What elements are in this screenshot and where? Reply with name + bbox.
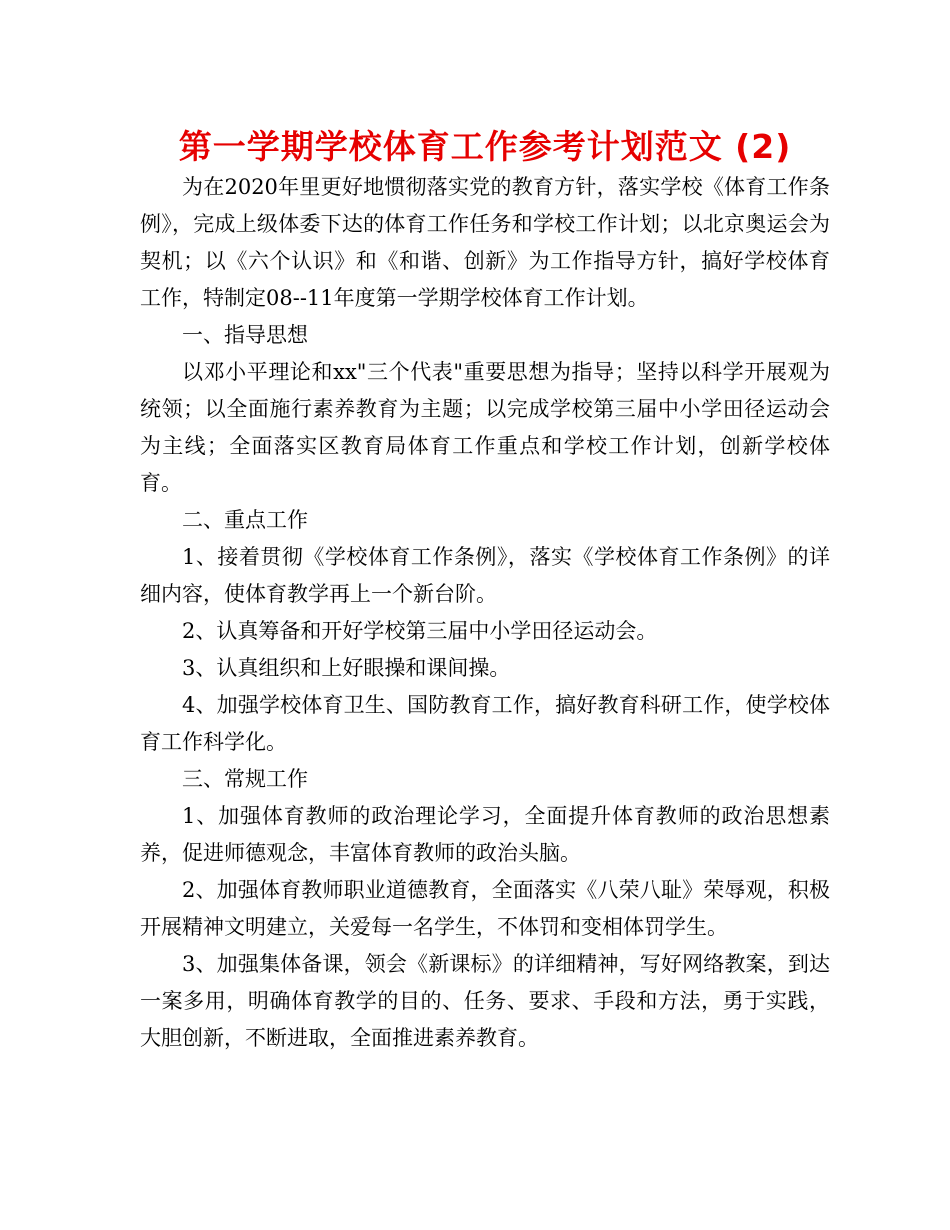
- section-2-paragraph-3: 3、认真组织和上好眼操和课间操。: [182, 656, 511, 680]
- document-page: [140, 125, 830, 1057]
- section-2-paragraph-1: 1、接着贯彻《学校体育工作条例》，落实《学校体育工作条例》的详细内容，使体育教学再上一个新台阶。: [140, 545, 830, 606]
- section-heading-routine-work: 三、常规工作: [182, 767, 308, 791]
- section-heading-guiding-ideology: 一、指导思想: [182, 323, 308, 347]
- section-2-paragraph-2: 2、认真筹备和开好学校第三届中小学田径运动会。: [182, 619, 658, 643]
- section-1-paragraph-1: 以邓小平理论和xx"三个代表"重要思想为指导；坚持以科学开展观为统领；以全面施行素养教育为主题；以完成学校第三届中小学田径运动会为主线；全面落实区教育局体育工作重点和学校工作计划，创新学校体育。: [140, 360, 830, 495]
- section-3-paragraph-2: 2、加强体育教师职业道德教育，全面落实《八荣八耻》荣辱观，积极开展精神文明建立，关爱每一名学生，不体罚和变相体罚学生。: [140, 878, 830, 939]
- section-3-paragraph-3: 3、加强集体备课，领会《新课标》的详细精神，写好网络教案，到达一案多用，明确体育教学的目的、任务、要求、手段和方法，勇于实践，大胆创新，不断进取，全面推进素养教育。: [140, 952, 830, 1050]
- document-title: 第一学期学校体育工作参考计划范文 (2): [178, 127, 792, 166]
- intro-paragraph: 为在2020年里更好地惯彻落实党的教育方针，落实学校《体育工作条例》，完成上级体委下达的体育工作任务和学校工作计划；以北京奥运会为契机；以《六个认识》和《和谐、创新》为工作指导方针，搞好学校体育工作，特制定08--11年度第一学期学校体育工作计划。: [140, 175, 830, 310]
- section-3-paragraph-1: 1、加强体育教师的政治理论学习，全面提升体育教师的政治思想素养，促进师德观念，丰富体育教师的政治头脑。: [140, 804, 830, 865]
- section-2-paragraph-4: 4、加强学校体育卫生、国防教育工作，搞好教育科研工作，使学校体育工作科学化。: [140, 693, 830, 754]
- section-heading-key-work: 二、重点工作: [182, 508, 308, 532]
